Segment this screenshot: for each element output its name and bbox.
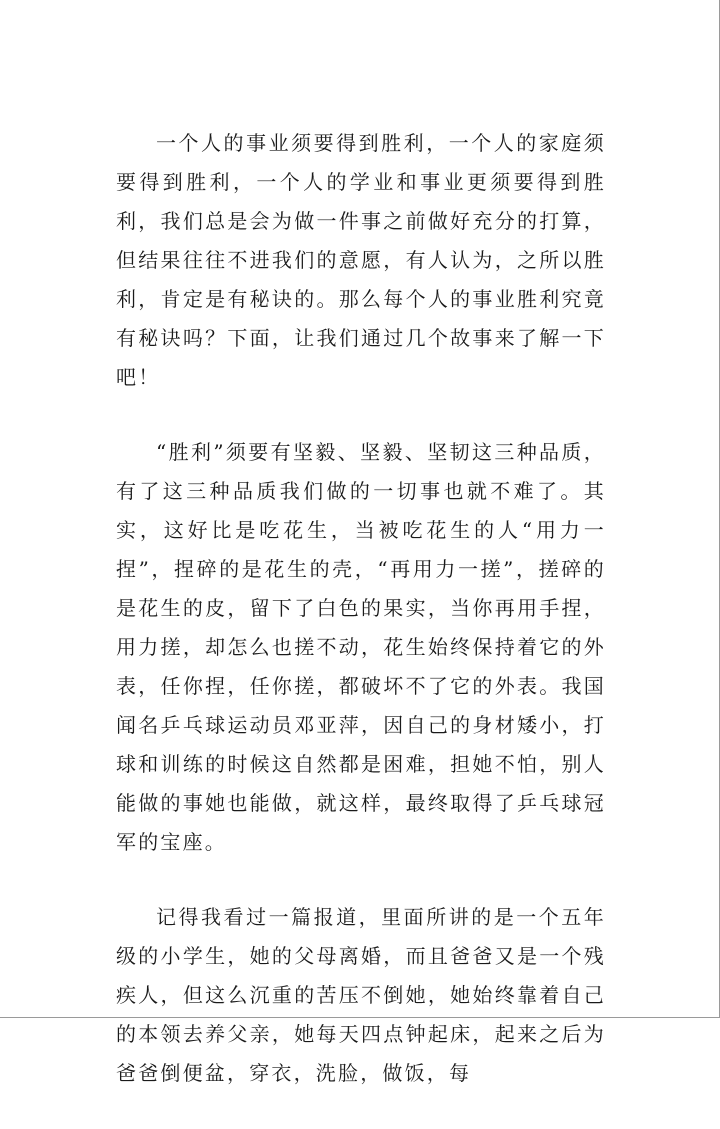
paragraph-student-story: 记得我看过一篇报道，里面所讲的是一个五年级的小学生，她的父母离婚，而且爸爸又是一个残疾人，但这么沉重的苦压不倒她，她始终靠着自己的本领去养父亲，她每天四点钟起床，起来之后为爸爸倒便盆，穿衣，洗脸，做饭，每 (116, 905, 606, 1085)
paragraph-intro: 一个人的事业须要得到胜利，一个人的家庭须要得到胜利，一个人的学业和事业更须要得到胜利，我们总是会为做一件事之前做好充分的打算，但结果往往不进我们的意愿，有人认为，之所以胜利，肯定是有秘诀的。那么每个人的事业胜利究竟有秘诀吗？下面，让我们通过几个故事来了解一下吧！ (116, 131, 606, 389)
document-body (116, 124, 606, 1129)
paragraph-peanut-story: “胜利”须要有坚毅、坚毅、坚韧这三种品质，有了这三种品质我们做的一切事也就不难了。其实，这好比是吃花生，当被吃花生的人“用力一捏”，捏碎的是花生的壳，“再用力一搓”，搓碎的是花生的皮，留下了白色的果实，当你再用手捏，用力搓，却怎么也搓不动，花生始终保持着它的外表，任你捏，任你搓，都破坏不了它的外表。我国闻名乒乓球运动员邓亚萍，因自己的身材矮小，打球和训练的时候这自然都是困难，担她不怕，别人能做的事她也能做，就这样，最终取得了乒乓球冠军的宝座。 (116, 440, 606, 854)
